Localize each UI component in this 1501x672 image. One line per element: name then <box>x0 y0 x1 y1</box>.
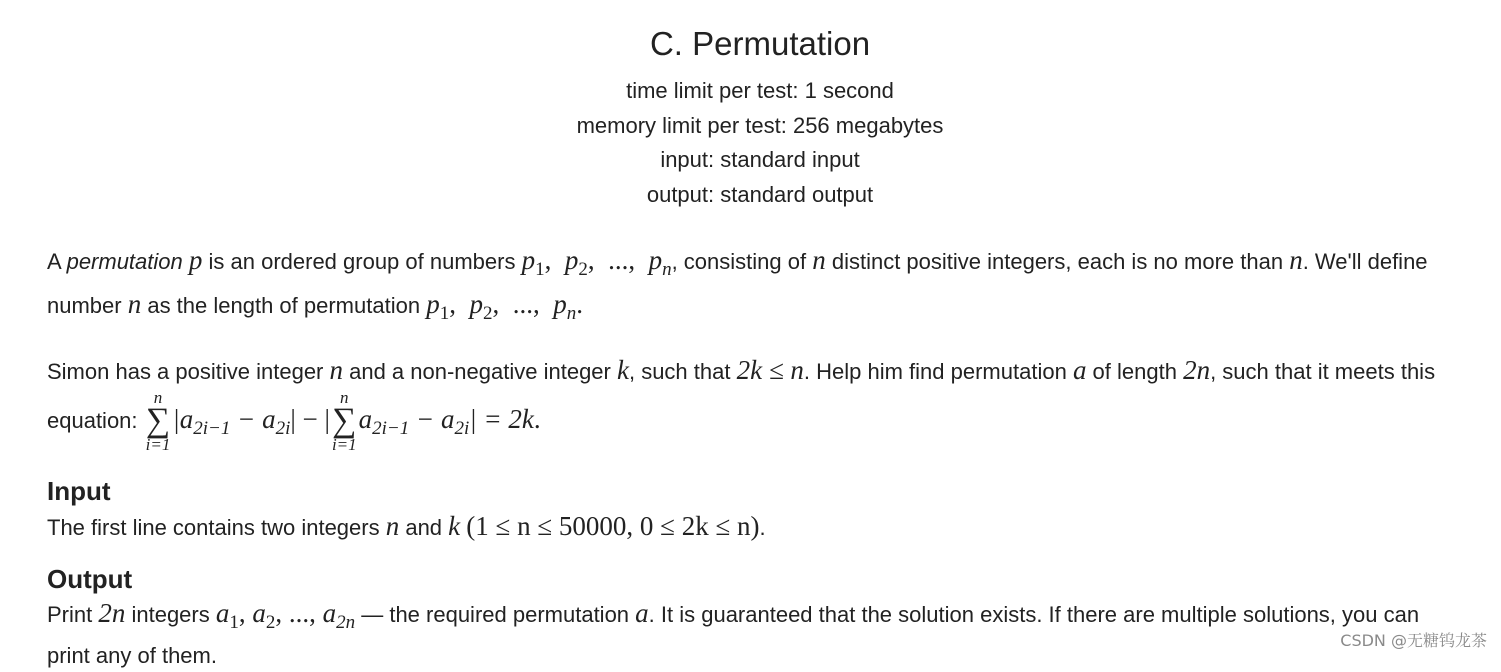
math-var: p <box>564 245 579 275</box>
text: Print <box>47 602 99 627</box>
sum-upper-limit: n <box>340 388 349 407</box>
math-p: p <box>188 245 203 275</box>
text: . It is guaranteed that the solution exists. If there are multiple solutions, you can print any of them. <box>47 602 1420 668</box>
memory-limit: memory limit per test: 256 megabytes <box>576 112 944 138</box>
math-sub: 2n <box>336 612 356 633</box>
text: as the length of permutation <box>141 293 427 318</box>
sigma-glyph: ∑ <box>332 402 357 439</box>
problem-title: C. Permutation <box>649 25 871 62</box>
math-k: k <box>448 511 461 541</box>
math-term: − a <box>230 403 276 434</box>
sum-lower-limit: i=1 <box>331 435 357 454</box>
output-section-title: Output <box>47 564 133 594</box>
math-sub: 2i−1 <box>193 417 231 439</box>
problem-header <box>0 22 1501 212</box>
sum-upper-limit: n <box>153 388 163 407</box>
input-section-body <box>47 509 1467 545</box>
math-sub: 2i <box>454 417 470 439</box>
output-spec: output: standard output <box>646 181 874 207</box>
math-period: . <box>576 289 583 319</box>
sigma-glyph: ∑ <box>145 402 171 439</box>
math-var: a <box>252 598 266 628</box>
math-sub: 1 <box>535 259 545 280</box>
sum-symbol <box>146 389 171 453</box>
math-ellipsis: ... <box>288 598 310 628</box>
text: , consisting of <box>671 249 813 274</box>
sum-lower-limit: i=1 <box>145 435 171 454</box>
math-comma: , <box>492 289 513 319</box>
math-period: . <box>533 403 541 434</box>
output-section-body <box>47 597 1467 672</box>
statement-paragraph-1 <box>47 243 1467 331</box>
math-var: p <box>553 289 567 319</box>
text: , such that it meets this equation: <box>47 359 1436 433</box>
math-n: n <box>329 355 343 385</box>
text: — the required permutation <box>355 602 636 627</box>
math-2n: 2n <box>98 598 126 628</box>
text: is an ordered group of numbers <box>202 249 522 274</box>
text: , such that <box>628 359 737 384</box>
math-var: p <box>469 289 483 319</box>
math-a: a <box>1072 355 1087 385</box>
text: distinct positive integers, each is no more than <box>825 249 1290 274</box>
math-k: k <box>616 355 629 385</box>
text: A <box>47 249 67 274</box>
math-comma: , <box>587 245 609 275</box>
math-var: p <box>426 289 440 319</box>
math-sub: n <box>566 303 577 324</box>
math-comma: , <box>449 289 470 319</box>
text-emphasis: permutation <box>66 249 183 274</box>
math-sub: 2i <box>275 417 291 439</box>
math-sub: 1 <box>439 303 450 324</box>
problem-statement <box>47 243 1467 672</box>
input-spec: input: standard input <box>660 147 860 172</box>
math-sub: 1 <box>229 612 239 633</box>
text: and <box>399 515 449 540</box>
math-sub: n <box>662 259 672 280</box>
math-term: a <box>358 403 373 434</box>
math-comma: , <box>628 245 649 275</box>
math-var: a <box>322 598 337 628</box>
text: . <box>759 515 766 540</box>
math-2n: 2n <box>1183 355 1211 385</box>
text: integers <box>125 602 216 627</box>
math-ellipsis: ... <box>608 245 629 275</box>
math-comma: , <box>544 245 565 275</box>
input-section-title: Input <box>47 476 111 506</box>
math-var: p <box>521 245 536 275</box>
time-limit: time limit per test: 1 second <box>626 78 894 103</box>
statement-paragraph-2 <box>47 352 1467 454</box>
math-constraint: 2k ≤ n <box>736 355 804 385</box>
math-sub: 2i−1 <box>372 417 410 439</box>
math-term: | = 2k <box>469 403 534 434</box>
text: The first line contains two integers <box>47 515 386 540</box>
math-n: n <box>385 511 400 541</box>
math-term: − a <box>409 403 455 434</box>
math-sub: 2 <box>578 259 588 280</box>
text: Simon has a positive integer <box>47 359 330 384</box>
math-var: p <box>648 245 663 275</box>
math-var: a <box>215 598 230 628</box>
text: . Help him find permutation <box>803 359 1073 384</box>
math-sub: 2 <box>265 612 276 633</box>
text: and a non-negative integer <box>343 359 617 384</box>
math-term: | − | <box>290 403 330 434</box>
math-ellipsis: ... <box>512 289 533 319</box>
math-term: |a <box>172 403 194 434</box>
math-comma: , <box>238 598 253 628</box>
math-sub: 2 <box>482 303 493 324</box>
text: of length <box>1086 359 1184 384</box>
math-comma: , <box>275 598 289 628</box>
math-n: n <box>812 245 826 275</box>
math-a: a <box>635 598 649 628</box>
sum-symbol <box>332 389 357 453</box>
math-constraints: (1 ≤ n ≤ 50000, 0 ≤ 2k ≤ n) <box>466 511 760 541</box>
math-comma: , <box>532 289 554 319</box>
text: . We'll define number <box>47 249 1428 318</box>
math-comma: , <box>309 598 323 628</box>
watermark: CSDN @无糖钨龙茶 <box>1340 631 1487 650</box>
math-n: n <box>1289 245 1303 275</box>
math-n: n <box>127 289 142 319</box>
